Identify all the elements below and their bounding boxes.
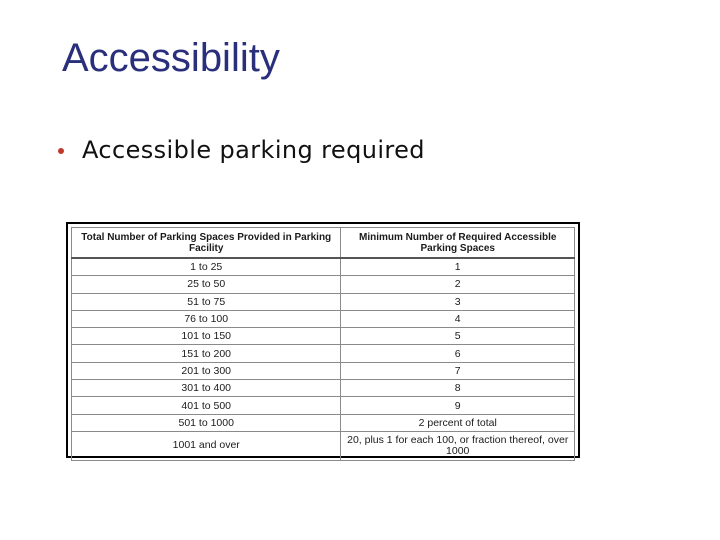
table-row xyxy=(72,293,575,310)
cell-required-accessible: 3 xyxy=(341,293,575,310)
cell-total-spaces: 301 to 400 xyxy=(72,380,341,397)
table-row xyxy=(72,328,575,345)
bullet-dot-icon xyxy=(58,148,64,154)
bullet-text: Accessible parking required xyxy=(82,136,425,164)
header-required-accessible: Minimum Number of Required Accessible Parking Spaces xyxy=(341,228,575,259)
bullet-item xyxy=(58,136,425,164)
cell-required-accessible: 2 xyxy=(341,276,575,293)
header-total-spaces: Total Number of Parking Spaces Provided in Parking Facility xyxy=(72,228,341,259)
cell-required-accessible: 6 xyxy=(341,345,575,362)
table-row xyxy=(72,362,575,379)
table-row xyxy=(72,276,575,293)
cell-total-spaces: 151 to 200 xyxy=(72,345,341,362)
table-row xyxy=(72,431,575,460)
cell-total-spaces: 25 to 50 xyxy=(72,276,341,293)
cell-required-accessible: 9 xyxy=(341,397,575,414)
cell-required-accessible: 1 xyxy=(341,258,575,276)
cell-total-spaces: 1 to 25 xyxy=(72,258,341,276)
cell-total-spaces: 51 to 75 xyxy=(72,293,341,310)
cell-required-accessible: 5 xyxy=(341,328,575,345)
cell-total-spaces: 1001 and over xyxy=(72,431,341,460)
table-row xyxy=(72,345,575,362)
cell-required-accessible: 4 xyxy=(341,310,575,327)
slide-title: Accessibility xyxy=(62,36,280,80)
cell-total-spaces: 501 to 1000 xyxy=(72,414,341,431)
cell-total-spaces: 201 to 300 xyxy=(72,362,341,379)
table-header-row xyxy=(72,228,575,259)
cell-required-accessible: 7 xyxy=(341,362,575,379)
cell-required-accessible: 20, plus 1 for each 100, or fraction thereof, over 1000 xyxy=(341,431,575,460)
table-row xyxy=(72,380,575,397)
table-row xyxy=(72,397,575,414)
cell-required-accessible: 2 percent of total xyxy=(341,414,575,431)
cell-total-spaces: 401 to 500 xyxy=(72,397,341,414)
parking-table-image xyxy=(66,222,580,458)
table-row xyxy=(72,414,575,431)
cell-required-accessible: 8 xyxy=(341,380,575,397)
table-row xyxy=(72,310,575,327)
table-row xyxy=(72,258,575,276)
parking-requirements-table xyxy=(71,227,575,461)
cell-total-spaces: 101 to 150 xyxy=(72,328,341,345)
cell-total-spaces: 76 to 100 xyxy=(72,310,341,327)
